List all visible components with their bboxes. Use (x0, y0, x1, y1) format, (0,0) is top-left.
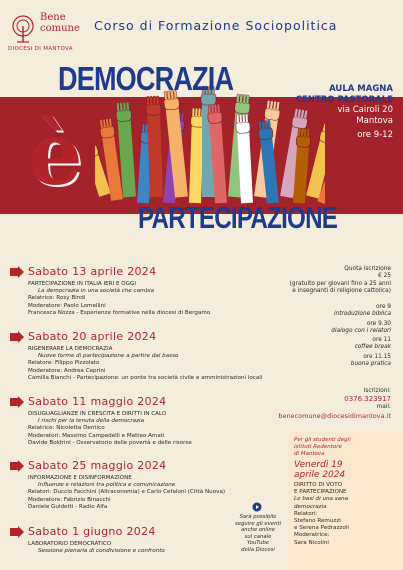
students-detail-line: Stefano Remuzzi (294, 518, 341, 525)
fee-info (290, 266, 391, 295)
session-line: Moderatore: Fabrizio Binacchi (28, 496, 111, 503)
youtube-note-4: sul canale YouTube (244, 533, 272, 547)
title-democrazia: DEMOCRAZIA (58, 60, 234, 97)
students-date (294, 460, 345, 480)
session-date: Sabato 11 maggio 2024 (28, 395, 167, 408)
session-block (28, 459, 278, 511)
venue-street: via Cairoli 20 (337, 105, 393, 115)
logo (8, 8, 88, 52)
session-line: INFORMAZIONE E DISINFORMAZIONE (28, 475, 132, 481)
students-intro-1: Per gli studenti degli (294, 437, 351, 443)
session-date: Sabato 25 maggio 2024 (28, 459, 167, 472)
logo-line2: comune (40, 23, 80, 34)
venue-hall: AULA MAGNA (329, 84, 393, 94)
students-date-1: Venerdì 19 (294, 460, 343, 470)
students-detail-line: e Serena Pedrazzoli (294, 525, 349, 532)
session-line: Camilla Bianchi - Partecipazione: un ponte tra società civile e amministrazioni locali (28, 374, 263, 381)
session-line: Sessione plenaria di condivisione e confronto (38, 548, 165, 555)
session-line: Relatrice: Rosy Bindi (28, 295, 86, 302)
venue-hours: ore 9-12 (357, 130, 393, 140)
session-line: Nuove forme di partecipazione a partire dal basso (38, 353, 179, 360)
contact-mail-label: mail: (376, 404, 391, 411)
venue-city: Mantova (356, 115, 393, 126)
program-item-2: dialogo con i relatori (331, 327, 391, 334)
program-time-3: ore 11 (372, 337, 391, 344)
program-item-1: introduzione biblica (333, 311, 391, 318)
session-line: Daniele Guidetti - Radio Alfa (28, 503, 108, 510)
fee-amount: € 25 (378, 273, 391, 280)
contact-title: Iscrizioni: (363, 388, 391, 394)
students-event-box (288, 431, 403, 570)
session-line: Relatrice: Nicoletta Dentico (28, 425, 105, 432)
fee-title: Quota iscrizione (344, 266, 391, 272)
session-arrow-icon (10, 396, 24, 408)
youtube-play-icon (252, 502, 262, 512)
students-detail-line: Sara Nicolini (294, 539, 329, 546)
fee-note-1: (gratuito per giovani fino a 25 anni (289, 280, 391, 287)
students-date-2: aprile 2024 (294, 470, 346, 480)
session-line: LABORATORIO DEMOCRATICO (28, 541, 112, 547)
students-intro-3: di Mantova (294, 451, 325, 457)
session-arrow-icon (10, 266, 24, 278)
youtube-note (234, 514, 282, 554)
youtube-note-1: Sarà possibile (239, 514, 277, 520)
contact-info (278, 388, 391, 420)
students-detail-line: DIRITTO DI VOTO (294, 482, 343, 488)
session-block (28, 395, 278, 447)
session-block (28, 330, 278, 382)
session-date: Sabato 20 aprile 2024 (28, 330, 157, 343)
youtube-note-3: anche online (241, 527, 275, 534)
session-line: La democrazia in una società che cambia (38, 288, 154, 295)
session-line: Francesca Nozza - Esperienze formative nella diocesi di Bergamo (28, 309, 211, 316)
students-detail-line: Moderatrice: (294, 532, 330, 539)
youtube-note-2: seguire gli eventi (235, 520, 281, 527)
program-item-4: buona pratica (350, 361, 391, 368)
contact-email[interactable]: benecomune@diocesidimantova.it (278, 411, 391, 420)
logo-line1: Bene (40, 12, 66, 23)
program-item-3: coffee break (354, 344, 391, 351)
students-details (294, 482, 349, 547)
session-line: I rischi per la tenuta della democrazia (38, 418, 144, 425)
fee-note-2: e insegnanti di religione cattolica) (292, 287, 391, 294)
session-line: DISUGUAGLIANZE IN CRESCITA E DIRITTI IN CALO (28, 411, 167, 417)
logo-subtitle: DIOCESI DI MANTOVA (8, 46, 73, 52)
tree-logo-icon (8, 14, 38, 44)
session-line: RIGENERARE LA DEMOCRAZIA (28, 346, 113, 352)
session-line: PARTECIPAZIONE IN ITALIA IERI E OGGI (28, 281, 137, 287)
program-info (331, 304, 391, 368)
session-line: Influenze e relazioni tra politica e comunicazione (38, 482, 176, 489)
students-detail-line: Le basi di una sana (294, 496, 349, 503)
students-detail-line: E PARTECIPAZIONE (294, 489, 347, 496)
session-line: Moderatori: Massimo Campedelli e Matteo Amati (28, 432, 165, 439)
students-intro (294, 437, 351, 458)
youtube-note-5: della Diocesi (241, 546, 275, 553)
title-partecipazione: PARTECIPAZIONE (138, 200, 338, 235)
session-arrow-icon (10, 331, 24, 343)
session-block (28, 265, 278, 317)
venue-info (296, 84, 393, 141)
session-date: Sabato 13 aprile 2024 (28, 265, 157, 278)
logo-text (40, 12, 80, 34)
session-line: Relatore: Filippo Pizzolato (28, 360, 100, 367)
program-time-2: ore 9.30 (366, 320, 391, 327)
students-intro-2: istituti Redentore (294, 444, 342, 450)
session-arrow-icon (10, 526, 24, 538)
venue-center: CENTRO PASTORALE (295, 94, 393, 105)
session-line: Relatori: Duccio Facchini (Altraconomia) e Carlo Cefaloni (Città Nuova) (28, 489, 226, 496)
students-detail-line: Relatori: (294, 510, 318, 517)
session-line: Davide Boldrini - Osservatorio delle povertà e delle risorse (28, 439, 192, 446)
contact-phone[interactable]: 0376.323917 (344, 395, 391, 404)
title-e: è (28, 104, 83, 205)
session-line: Moderatore: Paolo Lomellini (28, 302, 106, 309)
session-line: Moderatore: Andrea Caprini (28, 367, 106, 374)
raised-hands-illustration (95, 85, 325, 210)
session-date: Sabato 1 giugno 2024 (28, 525, 156, 538)
program-time-1: ore 9 (376, 304, 391, 310)
session-arrow-icon (10, 460, 24, 472)
program-time-4: ore 11.15 (363, 353, 391, 360)
students-detail-line: democrazia (294, 503, 327, 510)
course-title: Corso di Formazione Sociopolitica (94, 18, 338, 33)
